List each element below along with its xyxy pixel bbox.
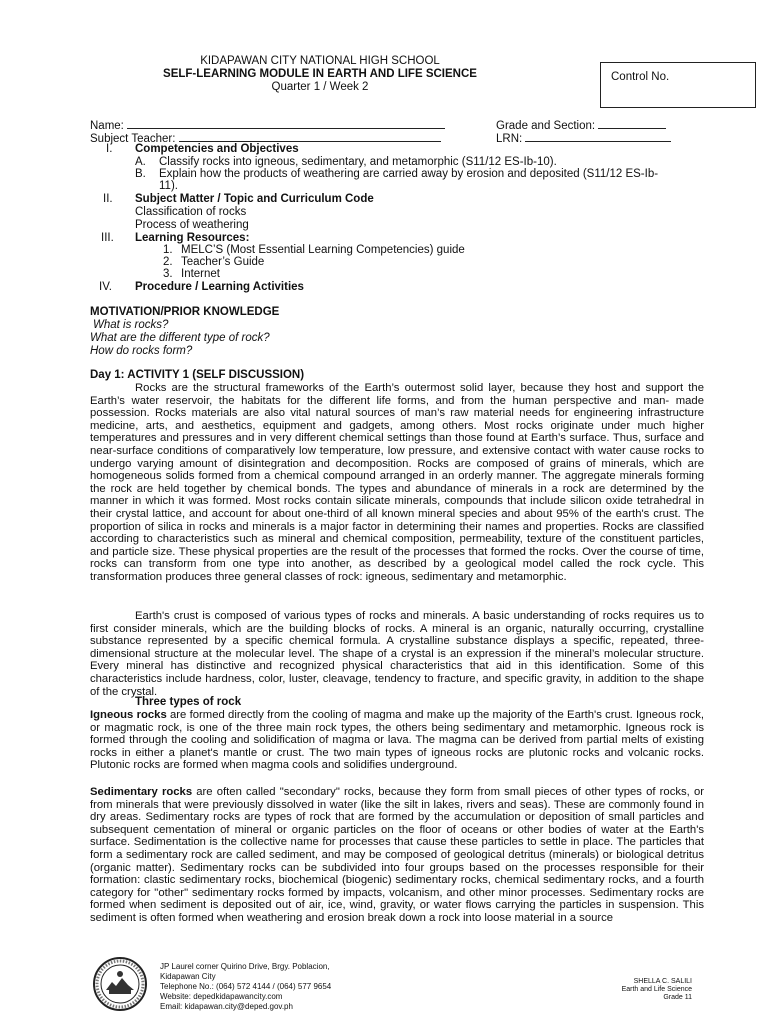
paragraph-igneous xyxy=(90,709,704,772)
lrn-label: LRN: xyxy=(496,133,523,145)
school-name: KIDAPAWAN CITY NATIONAL HIGH SCHOOL xyxy=(200,55,440,67)
deped-seal-icon xyxy=(92,956,148,1012)
telephone-line: Telephone No.: (064) 572 4144 / (064) 577 9654 xyxy=(160,982,332,991)
author-subject: Earth and Life Science xyxy=(621,986,692,993)
motivation-title: MOTIVATION/PRIOR KNOWLEDGE xyxy=(90,306,280,318)
sedimentary-text: are often called "secondary" rocks, because they form from small pieces of other types of rocks, or from minerals that were previously dissolved in water (like the silt in lakes, rivers and seas). These are commonly found in dry areas. Sedimentary rocks are types of rock that are formed by the accumulation or deposition of small particles and subsequent cementation of mineral or organic particles on the floor of oceans or other bodies of water at the Earth's surface. Sedimentation is the collective name for processes that cause these particles to settle in place. The particles that form a sedimentary rock are called sediment, and may be composed of geological detritus (minerals) or biological detritus (organic matter). Sedimentary rocks can be subdivided into four groups based on the processes responsible for their formation: clastic sedimentary rocks, biochemical (biogenic) sedimentary rocks, chemical sedimentary rocks, and a fourth category for "other" sedimentary rocks formed by impacts, volcanism, and other minor processes. Sedimentary rocks are formed when sediment is deposited out of air, ice, wind, gravity, or water flows carrying the particles in suspension. This sediment is often formed when weathering and erosion break down a rock into loose material in a source xyxy=(90,786,704,924)
section-ii-title: Subject Matter / Topic and Curriculum Code xyxy=(135,193,374,205)
resource-2: Teacher’s Guide xyxy=(181,256,265,268)
author-name: SHELLA C. SALILI xyxy=(633,978,692,985)
resource-3-number: 3. xyxy=(163,268,173,280)
objective-b-letter: B. xyxy=(135,168,146,180)
igneous-lead: Igneous rocks xyxy=(90,709,167,721)
three-types-heading: Three types of rock xyxy=(135,696,242,708)
address-line2: Kidapawan City xyxy=(160,972,216,981)
resource-3: Internet xyxy=(181,268,220,280)
objective-a-letter: A. xyxy=(135,156,146,168)
motivation-question-3: How do rocks form? xyxy=(90,345,193,357)
igneous-text: are formed directly from the cooling of magma and make up the majority of the Earth's crust. Igneous rock, or magmatic rock, is one of the three main rock types, the others being sedimentary and metamorphic. Igneous rock is formed through the cooling and solidification of magma or lava. The magma can be derived from partial melts of existing rocks in either a planet's mantle or crust. The two main types of igneous rocks are plutonic rocks and volcanic rocks. Plutonic rocks are formed when magma cools and solidifies underground. xyxy=(90,709,704,772)
author-grade: Grade 11 xyxy=(663,994,692,1001)
control-number-box xyxy=(600,62,756,108)
paragraph-minerals: Earth's crust is composed of various types of rocks and minerals. A basic understanding of rocks requires us to first consider minerals, which are the building blocks of rocks. A mineral is an organic, naturally occurring, crystalline substance represented by a specific chemical formula. A crystalline substance displays a specific, repeated, three-dimensional structure at the molecular level. The shape of a crystal is an expression if the mineral’s molecular structure. Every mineral has distinctive and recognized physical characteristics that aid in this identification. Some of this characteristics include hardness, color, luster, cleavage, tendency to fracture, and specific gravity, in addition to the shape of the crystal. xyxy=(90,610,704,698)
teacher-label: Subject Teacher: xyxy=(90,133,176,145)
lrn-row xyxy=(496,131,671,146)
section-iii-title: Learning Resources: xyxy=(135,232,250,244)
objective-b-line2: 11). xyxy=(159,180,178,192)
resource-2-number: 2. xyxy=(163,256,173,268)
resource-1-number: 1. xyxy=(163,244,173,256)
paragraph-rocks-intro: Rocks are the structural frameworks of the Earth’s outermost solid layer, because they host and support the Earth’s water reservoir, the habitats for the different life forms, and from the human perspective and man- made possession. Rocks materials are also vital natural sources of man’s raw material needs for engineering infrastructure medicine, arts, and aesthetics, equipment and gadgets, among others. Most rocks originate under much higher temperatures and pressures and in very different chemical settings than those found at Earth’s surface. Thus, surface and near-surface conditions of comparatively low temperature, low pressure, and extensive contact with water cause rocks to undergo varying amount of disintegration and decomposition. Rocks are composed of grains of minerals, which are homogeneous solids formed from a chemical compound arranged in an orderly manner. The aggregate minerals forming the rock are held together by chemical bonds. The types and abundance of minerals in a rock are determined by the manner in which it was formed. Most rocks contain silicate minerals, compounds that include silicon oxide tetrahedral in their crystal lattice, and account for about one-third of all known mineral species and about 95% of the earth's crust. The proportion of silica in rocks and minerals is a major factor in determining their names and properties. Rocks are classified according to characteristics such as mineral and chemical composition, permeability, texture of the constituent particles, and particle size. These physical properties are the result of the processes that formed the rocks. Over the course of time, rocks can transform from one type into another, as described by a geological model called the rock cycle. This transformation produces three general classes of rock: igneous, sedimentary and metamorphic. xyxy=(90,382,704,583)
section-ii-number: II. xyxy=(103,193,113,205)
lrn-blank[interactable] xyxy=(525,131,671,142)
motivation-question-1: What is rocks? xyxy=(93,319,169,331)
topic-line2: Process of weathering xyxy=(135,219,249,231)
section-iv-title: Procedure / Learning Activities xyxy=(135,281,304,293)
section-i-number: I. xyxy=(106,143,113,155)
website-line[interactable]: Website: depedkidapawancity.com xyxy=(160,992,283,1001)
grade-blank[interactable] xyxy=(598,118,666,129)
control-number-label: Control No. xyxy=(611,71,670,83)
teacher-blank[interactable] xyxy=(179,131,441,142)
resource-1: MELC’S (Most Essential Learning Competencies) guide xyxy=(181,244,465,256)
sedimentary-lead: Sedimentary rocks xyxy=(90,786,193,798)
objective-a: Classify rocks into igneous, sedimentary, and metamorphic (S11/12 ES-Ib-10). xyxy=(159,156,557,168)
name-blank[interactable] xyxy=(127,118,445,129)
name-label: Name: xyxy=(90,120,124,132)
address-line1: JP Laurel corner Quirino Drive, Brgy. Poblacion, xyxy=(160,962,330,971)
paragraph-sedimentary xyxy=(90,786,704,925)
motivation-question-2: What are the different type of rock? xyxy=(90,332,270,344)
day1-title: Day 1: ACTIVITY 1 (SELF DISCUSSION) xyxy=(90,369,305,381)
section-i-title: Competencies and Objectives xyxy=(135,143,299,155)
author-block xyxy=(560,978,692,1002)
module-title: SELF-LEARNING MODULE IN EARTH AND LIFE SCIENCE xyxy=(163,68,477,80)
school-address xyxy=(160,962,331,1012)
section-iii-number: III. xyxy=(101,232,114,244)
objective-b-line1: Explain how the products of weathering are carried away by erosion and deposited (S11/12 ES-Ib- xyxy=(159,168,659,180)
section-iv-number: IV. xyxy=(99,281,113,293)
quarter-week: Quarter 1 / Week 2 xyxy=(271,81,369,93)
email-line[interactable]: Email: kidapawan.city@deped.gov.ph xyxy=(160,1002,293,1011)
grade-label: Grade and Section: xyxy=(496,120,596,132)
topic-line1: Classification of rocks xyxy=(135,206,247,218)
